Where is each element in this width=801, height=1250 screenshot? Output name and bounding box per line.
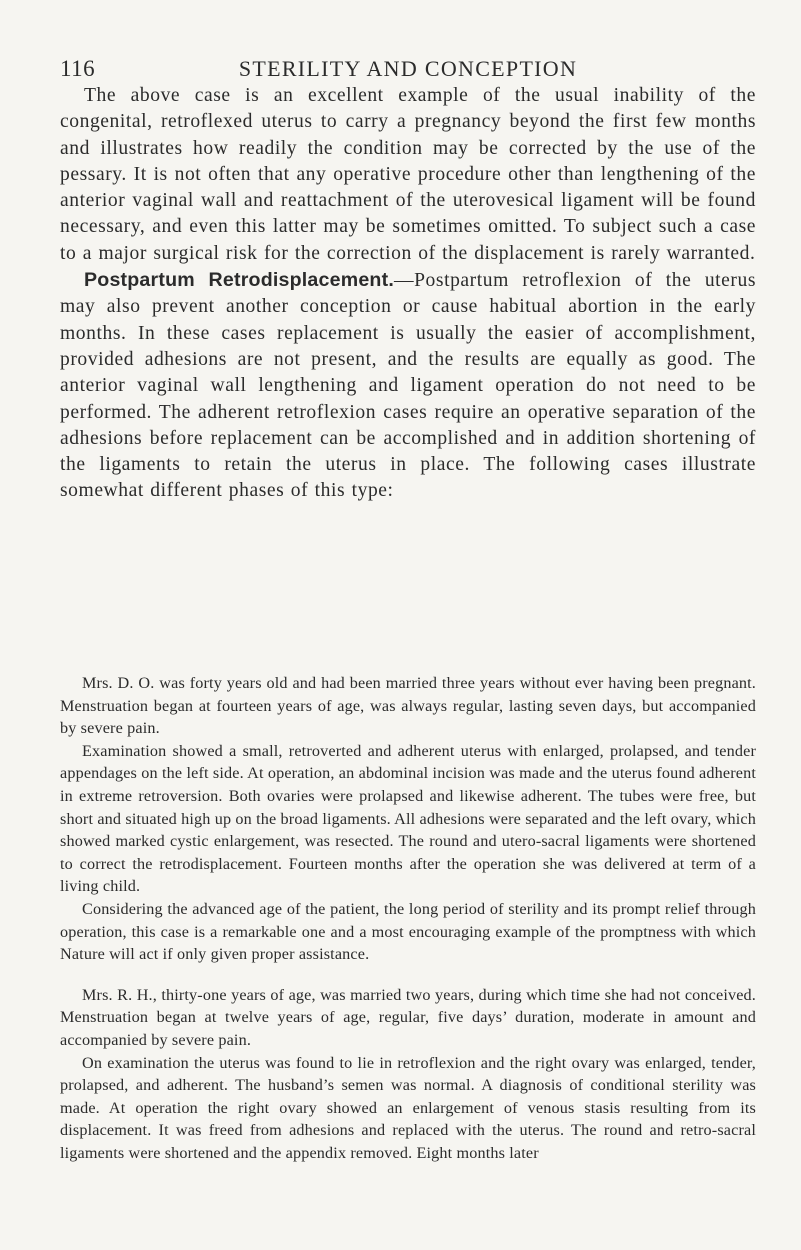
case-1-comment: Considering the advanced age of the patient, the long period of sterility and its prompt relief through operation, this case is a remarkable one and a most encouraging example of the promptness with which Nature will act if only given proper assistance. xyxy=(60,899,756,964)
section-heading: Postpartum Retrodisplacement. xyxy=(84,269,394,292)
case-2-history: Mrs. R. H., thirty-one years of age, was married two years, during which time she had not conceived. Menstruation began at twelve years of age, regular, five days’ duration, moderate in amount and accompanied by severe pain. xyxy=(60,985,756,1049)
case-reports xyxy=(60,672,756,1164)
book-page xyxy=(60,0,756,1250)
main-text xyxy=(60,83,756,505)
case-1-examination: Examination showed a small, retroverted and adherent uterus with enlarged, prolapsed, and tender appendages on the left side. At operation, an abdominal incision was made and the uterus found adherent in extreme retroversion. Both ovaries were prolapsed and likewise adherent. The tubes were free, but short and situated high up on the broad ligaments. All adhesions were separated and the left ovary, which showed marked cystic enlargement, was resected. The round and utero-sacral ligaments were shortened to correct the retrodisplacement. Fourteen months after the operation she was delivered at term of a living child. xyxy=(60,741,756,896)
paragraph-intro: The above case is an excellent example of the usual inability of the congenital, retroflexed uterus to carry a pregnancy beyond the first few months and illustrates how readily the condition may be corrected by the use of the pessary. It is not often that any operative procedure other than lengthening of the anterior vaginal wall and reattachment of the uterovesical ligament will be found necessary, and even this latter may be sometimes omitted. To subject such a case to a major surgical risk for the correction of the displacement is rarely warranted. xyxy=(60,85,756,264)
page-number: 116 xyxy=(60,56,96,81)
case-2-examination: On examination the uterus was found to lie in retroflexion and the right ovary was enlarged, tender, prolapsed, and adherent. The husband’s semen was normal. A diagnosis of conditional sterility was made. At operation the right ovary showed an enlargement of venous stasis resulting from its displacement. It was freed from adhesions and replaced with the uterus. The round and retro-sacral ligaments were shortened and the appendix removed. Eight months later xyxy=(60,1053,756,1162)
paragraph-postpartum xyxy=(60,267,756,505)
case-1-history: Mrs. D. O. was forty years old and had been married three years without ever having been pregnant. Menstruation began at fourteen years of age, was always regular, lasting seven days, but accompanied by severe pain. xyxy=(60,674,756,738)
page-header xyxy=(60,56,756,86)
case-separator xyxy=(60,966,756,984)
paragraph-postpartum-text: —Postpartum retroflexion of the uterus may also prevent another conception or cause habitual abortion in the early months. In these cases replacement is usually the easier of accomplishment, provided adhesions are not present, and the results are equally as good. The anterior vaginal wall lengthening and ligament operation do not need to be performed. The adherent retroflexion cases require an operative separation of the adhesions before replacement can be accomplished and in addition shortening of the ligaments to retain the uterus in place. The following cases illustrate somewhat different phases of this type: xyxy=(60,270,756,502)
running-head: STERILITY AND CONCEPTION xyxy=(238,56,578,81)
